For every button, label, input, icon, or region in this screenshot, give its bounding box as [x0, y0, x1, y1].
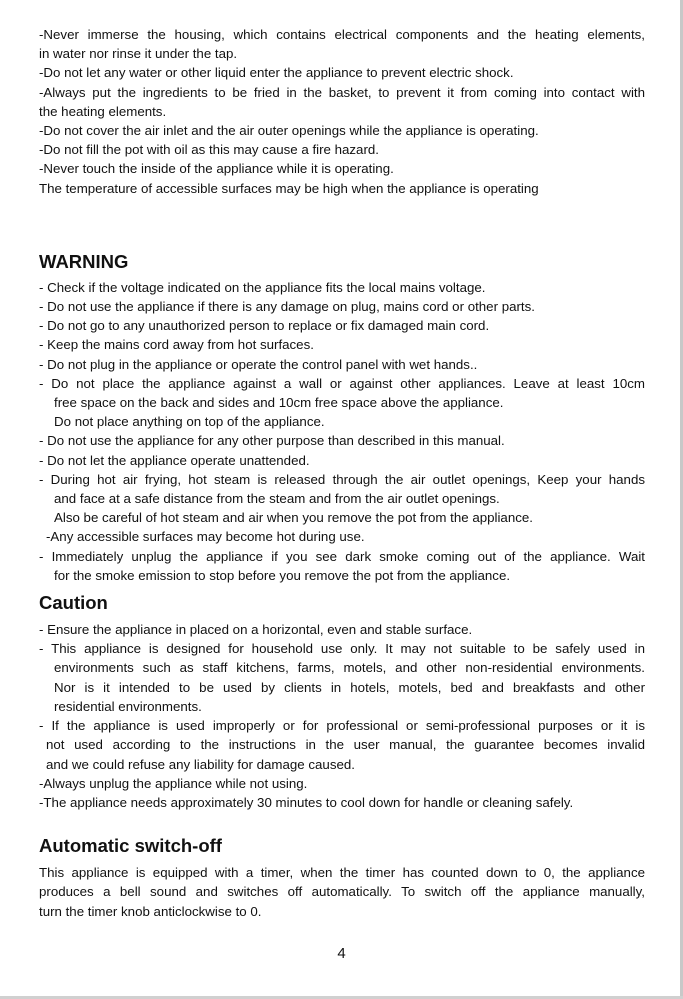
caution-line: Nor is it intended to be used by clients in hotels, motels, bed and breakfasts and other: [54, 679, 645, 695]
warning-line: - Check if the voltage indicated on the appliance fits the local mains voltage.: [39, 279, 486, 295]
warning-line: - Do not place the appliance against a wall or against other appliances. Leave at least 10cm: [39, 375, 645, 391]
caution-line: and we could refuse any liability for damage caused.: [46, 756, 355, 772]
warning-line: - Do not plug in the appliance or operate the control panel with wet hands..: [39, 356, 478, 372]
caution-line: -Always unplug the appliance while not using.: [39, 775, 308, 791]
warning-line: - Immediately unplug the appliance if you see dark smoke coming out of the appliance. Wait: [39, 548, 645, 564]
warning-line: Also be careful of hot steam and air when you remove the pot from the appliance.: [54, 510, 533, 526]
intro-line: -Do not fill the pot with oil as this may cause a fire hazard.: [39, 142, 379, 158]
caution-line: environments such as staff kitchens, farms, motels, and other non-residential environments.: [54, 660, 645, 676]
page-number: 4: [337, 945, 346, 962]
intro-line: the heating elements.: [39, 103, 167, 119]
warning-line: - Do not use the appliance if there is any damage on plug, mains cord or other parts.: [39, 299, 535, 315]
intro-line: in water nor rinse it under the tap.: [39, 46, 238, 62]
warning-line: - Keep the mains cord away from hot surfaces.: [39, 337, 314, 353]
warning-line: - Do not go to any unauthorized person to replace or fix damaged main cord.: [39, 318, 490, 334]
warning-line: for the smoke emission to stop before you remove the pot from the appliance.: [54, 567, 511, 583]
auto-off-heading: Automatic switch-off: [39, 835, 222, 857]
caution-line: - This appliance is designed for household use only. It may not suitable to be safely used in: [39, 641, 645, 657]
caution-line: -The appliance needs approximately 30 minutes to cool down for handle or cleaning safely.: [39, 794, 574, 810]
auto-off-line: produces a bell sound and switches off automatically. To switch off the appliance manually,: [39, 884, 645, 900]
intro-line: -Do not let any water or other liquid enter the appliance to prevent electric shock.: [39, 65, 514, 81]
warning-line: -Any accessible surfaces may become hot during use.: [46, 529, 365, 545]
caution-line: - If the appliance is used improperly or for professional or semi-professional purposes or it is: [39, 718, 645, 734]
caution-line: residential environments.: [54, 698, 202, 714]
intro-line: The temperature of accessible surfaces may be high when the appliance is operating: [39, 180, 539, 196]
auto-off-section: [39, 863, 645, 921]
manual-page: [39, 25, 645, 921]
warning-section: [39, 278, 645, 585]
caution-heading: Caution: [39, 592, 108, 614]
warning-line: and face at a safe distance from the steam and from the air outlet openings.: [54, 491, 500, 507]
caution-line: not used according to the instructions in the user manual, the guarantee becomes invalid: [46, 737, 645, 753]
warning-line: Do not place anything on top of the appliance.: [54, 414, 325, 430]
warning-line: - Do not let the appliance operate unattended.: [39, 452, 310, 468]
intro-line: -Always put the ingredients to be fried in the basket, to prevent it from coming into contact with: [39, 84, 645, 100]
caution-line: - Ensure the appliance in placed on a horizontal, even and stable surface.: [39, 622, 473, 638]
intro-line: -Never immerse the housing, which contains electrical components and the heating elements,: [39, 27, 645, 42]
warning-line: - During hot air frying, hot steam is released through the air outlet openings, Keep your hands: [39, 471, 645, 487]
intro-line: -Do not cover the air inlet and the air outer openings while the appliance is operating.: [39, 123, 539, 139]
caution-section: [39, 620, 645, 812]
warning-heading: WARNING: [39, 250, 129, 272]
auto-off-line: turn the timer knob anticlockwise to 0.: [39, 903, 262, 919]
intro-line: -Never touch the inside of the appliance while it is operating.: [39, 161, 394, 177]
warning-line: - Do not use the appliance for any other purpose than described in this manual.: [39, 433, 505, 449]
intro-section: [39, 25, 645, 198]
auto-off-line: This appliance is equipped with a timer, when the timer has counted down to 0, the appliance: [39, 865, 645, 881]
warning-line: free space on the back and sides and 10cm free space above the appliance.: [54, 395, 504, 411]
